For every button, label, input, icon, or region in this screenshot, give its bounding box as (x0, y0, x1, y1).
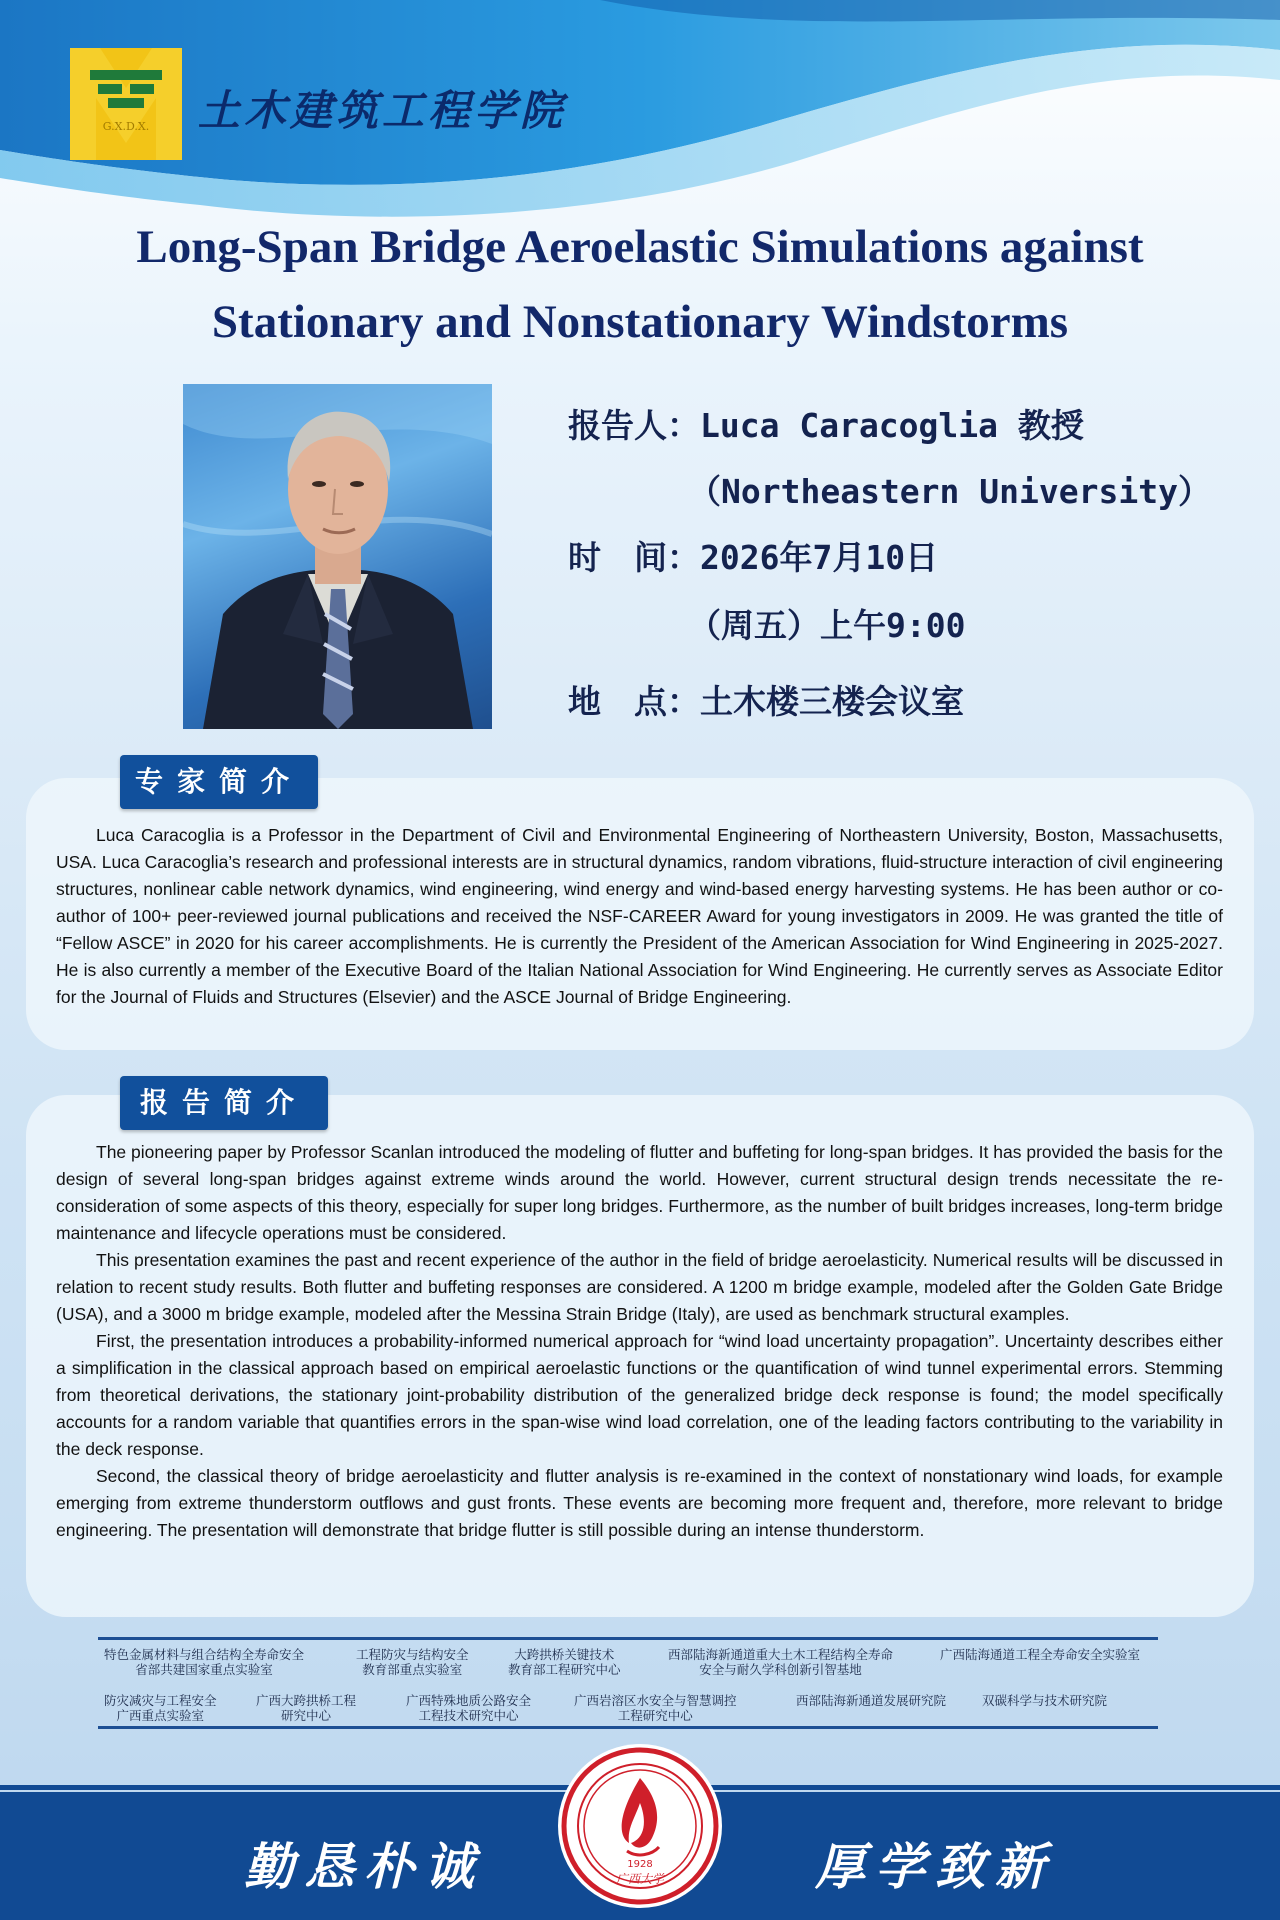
lab-item: 广西大跨拱桥工程 研究中心 (256, 1693, 357, 1723)
location-row (568, 676, 964, 723)
seal-year: 1928 (627, 1859, 653, 1870)
school-name: 土木建筑工程学院 (198, 86, 567, 135)
abstract-text-block (56, 1139, 1223, 1544)
title-line-1: Long-Span Bridge Aeroelastic Simulations against (136, 221, 1144, 273)
header-wave (0, 0, 1280, 230)
lab-item: 工程防灾与结构安全 教育部重点实验室 (356, 1647, 469, 1677)
college-logo (70, 48, 182, 160)
bio-text: Luca Caracoglia is a Professor in the Department of Civil and Environmental Engineering of Northeastern University, Boston, Massachusetts, USA. Luca Caracoglia’s research and professional interests are in structural dynamics, random vibrations, fluid-structure interaction of civil engineering structures, nonlinear cable network dynamics, wind engineering, wind energy and wind-based energy harvesting systems. He has been author or co-author of 100+ peer-reviewed journal publications and received the NSF-CAREER Award for young investigators in 2009. He was granted the title of “Fellow ASCE” in 2020 for his career accomplishments. He is currently the President of the American Association for Wind Engineering in 2025-2027. He is also currently a member of the Executive Board of the Italian National Association for Wind Engineering. He currently serves as Associate Editor for the Journal of Fluids and Structures (Elsevier) and the ASCE Journal of Bridge Engineering. (56, 825, 1223, 1007)
abstract-paragraph-4: Second, the classical theory of bridge aeroelasticity and flutter analysis is re-examined in the context of nonstationary wind loads, for example emerging from extreme thunderstorm outflows and gust fronts. These events are becoming more frequent and, therefore, more relevant to bridge engineering. The presentation will demonstrate that bridge flutter is still possible during an intense thunderstorm. (56, 1466, 1223, 1540)
abstract-paragraph-3: First, the presentation introduces a probability-informed numerical approach for “wind load uncertainty propagation”. Uncertainty describes either a simplification in the classical approach based on empirical aeroelastic functions or the quantification of wind tunnel experimental errors. Stemming from theoretical derivations, the stationary joint-probability distribution of the generalized bridge deck response is found; the model specifically accounts for a random variable that quantifies errors in the span-wise wind load correlation, one of the leading factors contributing to the variability in the deck response. (56, 1331, 1223, 1459)
time-row (568, 532, 938, 579)
speaker-name: Luca Caracoglia 教授 (700, 406, 1084, 445)
motto-left: 勤恳朴诚 (244, 1837, 484, 1896)
time-date: 2026年7月10日 (700, 538, 939, 577)
lab-item: 广西陆海通道工程全寿命安全实验室 (940, 1647, 1141, 1662)
lab-item: 特色金属材料与组合结构全寿命安全 省部共建国家重点实验室 (104, 1647, 305, 1677)
lab-item: 广西特殊地质公路安全 工程技术研究中心 (406, 1693, 532, 1723)
lab-item: 广西岩溶区水安全与智慧调控 工程研究中心 (574, 1693, 737, 1723)
university-seal (557, 1743, 723, 1909)
time-label: 时 间： (568, 538, 700, 577)
motto-right: 厚学致新 (815, 1837, 1055, 1896)
labs-top-rule (98, 1637, 1158, 1640)
abstract-heading: 报告简介 (120, 1076, 328, 1130)
speaker-row (568, 400, 1084, 447)
logo-text: G.X.D.X. (102, 120, 150, 133)
lab-item: 西部陆海新通道重大土木工程结构全寿命 安全与耐久学科创新引智基地 (668, 1647, 894, 1677)
time-weekday: （周五）上午9:00 (688, 606, 966, 645)
labs-list (98, 1630, 1158, 1730)
bio-text-block (56, 822, 1223, 1011)
speaker-label: 报告人： (568, 406, 700, 445)
lab-item: 大跨拱桥关键技术 教育部工程研究中心 (508, 1647, 621, 1677)
lab-item: 双碳科学与技术研究院 (982, 1693, 1108, 1708)
speaker-portrait (183, 384, 492, 729)
abstract-paragraph-1: The pioneering paper by Professor Scanlan introduced the modeling of flutter and buffeting for long-span bridges. It has provided the basis for the design of several long-span bridges against extreme winds around the world. However, current structural design trends necessitate the re-consideration of some aspects of this theory, especially for super long bridges. Furthermore, as the number of built bridges increases, long-term bridge maintenance and lifecycle operations must be considered. (56, 1142, 1223, 1243)
speaker-affiliation: （Northeastern University） (688, 472, 1211, 511)
lab-item: 防灾减灾与工程安全 广西重点实验室 (104, 1693, 217, 1723)
location-place: 土木楼三楼会议室 (700, 682, 964, 721)
bio-heading: 专家简介 (120, 755, 318, 809)
labs-bottom-rule (98, 1726, 1158, 1729)
title-line-2: Stationary and Nonstationary Windstorms (211, 296, 1069, 348)
lab-item: 西部陆海新通道发展研究院 (796, 1693, 947, 1708)
abstract-paragraph-2: This presentation examines the past and recent experience of the author in the field of bridge aeroelasticity. Numerical results will be discussed in relation to recent study results. Both flutter and buffeting responses are considered. A 1200 m bridge example, modeled after the Golden Gate Bridge (USA), and a 3000 m bridge example, modeled after the Messina Strain Bridge (Italy), are used as benchmark structural examples. (56, 1250, 1223, 1324)
speaker-photo (183, 384, 492, 729)
seal-name: 广西大学 (615, 1872, 665, 1886)
lecture-title (40, 210, 1240, 360)
location-label: 地 点： (568, 682, 700, 721)
